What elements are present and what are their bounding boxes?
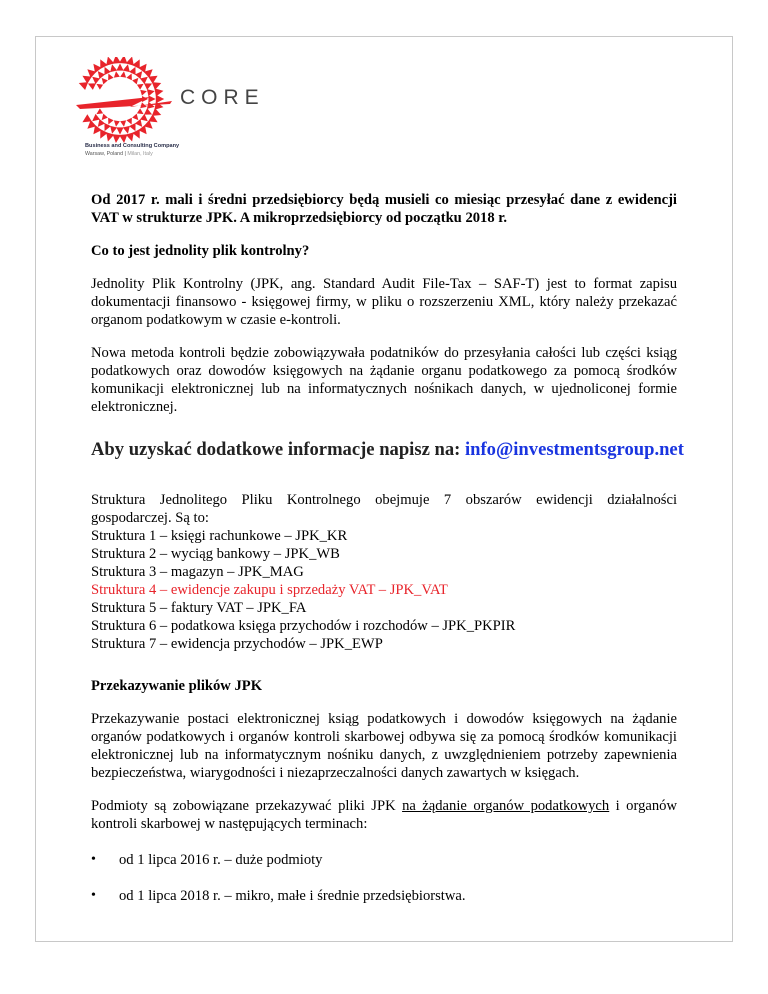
obligation-text-before: Podmioty są zobowiązane przekazywać pliki JPK (91, 798, 403, 814)
logo-triangle (120, 120, 127, 127)
transfer-paragraph: Przekazywanie postaci elektronicznej ksiąg podatkowych i dowodów księgowych na żądanie organów podatkowych i organów kontroli skarbowej odbywa się za pomocą środków komunikacji elektronicznej lub na informatycznym nośniku danych, z uwzględnieniem potrzeby zapewnienia bezpieczeństwa, wiarygodności i niezaprzeczalności danych zawartych w księgach. (91, 711, 677, 781)
logo-triangle (113, 71, 120, 78)
logo-triangle (116, 127, 123, 134)
obligation-underlined: na żądanie organów podatkowych (402, 798, 610, 814)
structure-item: Struktura 7 – ewidencja przychodów – JPK_EWP (91, 636, 383, 652)
logo-triangle (148, 95, 155, 102)
intro-paragraph: Od 2017 r. mali i średni przedsiębiorcy będą musieli co miesiąc przesyłać dane z ewidencji VAT w strukturze JPK. A mikroprzedsiębiorcy od początku 2018 r. (91, 192, 677, 226)
logo-triangle (109, 126, 118, 135)
logo-triangle (120, 71, 127, 78)
structure-intro-line2: gospodarczej. Są to: (91, 510, 209, 526)
structure-item: Struktura 3 – magazyn – JPK_MAG (91, 564, 304, 580)
obligation-text-after: i organów kontroli skarbowej w następujących terminach: (91, 798, 677, 832)
logo-triangle (156, 95, 164, 103)
logo-triangle (113, 120, 120, 127)
deadline-item: • od 1 lipca 2016 r. – duże podmioty (91, 851, 677, 869)
logo-triangle (140, 102, 147, 109)
logo-triangle (147, 88, 156, 97)
document-body (91, 191, 684, 923)
logo-company-name: Business and Consulting Company (85, 143, 180, 149)
method-paragraph: Nowa metoda kontroli będzie zobowiązywała podatników do przesyłania całości lub części ksiąg podatkowych oraz dowodów księgowych na żądanie organu podatkowego za pomocą środków komunikacji elektronicznej lub na informatycznych nośnikach danych, w ujednoliconej formie elektronicznej. (91, 345, 677, 415)
logo-triangle (123, 63, 132, 72)
obligation-paragraph (91, 797, 677, 833)
logo-triangle (147, 102, 156, 111)
contact-email[interactable]: info@investmentsgroup.net (464, 439, 684, 460)
contact-callout-text: Aby uzyskać dodatkowe informacje napisz na: (91, 439, 465, 460)
structure-item: Struktura 2 – wyciąg bankowy – JPK_WB (91, 546, 340, 562)
section-title: Przekazywanie plików JPK (91, 678, 263, 694)
logo-city-warsaw: Warsaw, Poland (85, 151, 124, 157)
logo-triangle (140, 88, 147, 95)
structure-item: Struktura 6 – podatkowa księga przychodów i rozchodów – JPK_PKPIR (91, 618, 516, 634)
logo-wordmark: CORE (180, 86, 265, 109)
structure-intro-line1: Struktura Jednolitego Pliku Kontrolnego obejmuje 7 obszarów ewidencji działalności (91, 492, 677, 508)
deadline-list (91, 851, 677, 905)
structure-item: Struktura 5 – faktury VAT – JPK_FA (91, 600, 307, 616)
structure-item-highlighted: Struktura 4 – ewidencje zakupu i sprzedaży VAT – JPK_VAT (91, 582, 448, 598)
contact-callout (91, 439, 684, 461)
logo-triangle (116, 63, 123, 70)
deadline-item: • od 1 lipca 2018 r. – mikro, małe i średnie przedsiębiorstwa. (91, 887, 677, 905)
logo-triangle (109, 63, 118, 72)
logo-city-milan: Milan, Italy (127, 151, 153, 157)
question-heading: Co to jest jednolity plik kontrolny? (91, 243, 310, 259)
definition-paragraph: Jednolity Plik Kontrolny (JPK, ang. Standard Audit File-Tax – SAF-T) jest to format zapisu dokumentacji finansowo - księgowej firmy, w pliku o rozszerzeniu XML, który należy przekazać organom podatkowym w czasie e-kontroli. (91, 276, 677, 328)
logo-triangle (123, 126, 132, 135)
structure-list (91, 491, 677, 653)
logo-cities: Warsaw, Poland | Milan, Italy (85, 151, 153, 157)
structure-item: Struktura 1 – księgi rachunkowe – JPK_KR (91, 528, 348, 544)
